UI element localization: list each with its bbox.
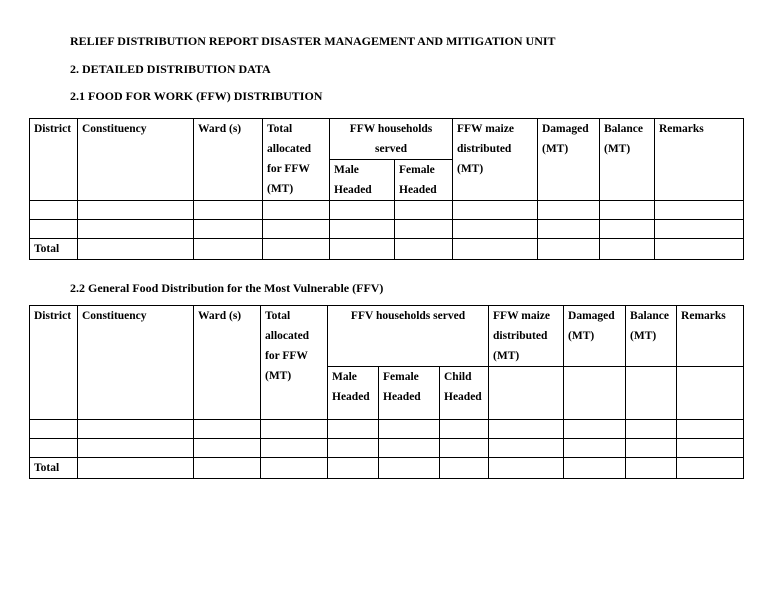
table-cell[interactable] — [655, 201, 744, 220]
table-cell[interactable] — [677, 420, 744, 439]
table-cell[interactable] — [263, 220, 330, 239]
header-child-headed: Child Headed — [440, 367, 489, 420]
header-constituency: Constituency — [78, 306, 194, 420]
table-row — [30, 220, 744, 239]
table-cell[interactable] — [30, 420, 78, 439]
total-row — [30, 458, 744, 479]
table-cell[interactable] — [263, 239, 330, 260]
header-male-headed: Male Headed — [330, 160, 395, 201]
table-cell[interactable] — [30, 201, 78, 220]
table-cell[interactable] — [194, 201, 263, 220]
header-damaged: Damaged (MT) — [564, 306, 626, 367]
table-cell[interactable] — [379, 420, 440, 439]
header-ward: Ward (s) — [194, 119, 263, 201]
table-cell[interactable] — [78, 201, 194, 220]
table-cell[interactable] — [263, 201, 330, 220]
table-row — [30, 439, 744, 458]
header-district: District — [30, 119, 78, 201]
header-female-headed: Female Headed — [395, 160, 453, 201]
table-cell[interactable] — [261, 420, 328, 439]
table-cell[interactable] — [440, 458, 489, 479]
table-row — [30, 420, 744, 439]
table-cell[interactable] — [538, 220, 600, 239]
table-cell[interactable] — [379, 439, 440, 458]
header-blank — [626, 367, 677, 420]
table-cell[interactable] — [379, 458, 440, 479]
header-ffv-households: FFV households served — [328, 306, 489, 367]
table-cell[interactable] — [330, 239, 395, 260]
table-cell[interactable] — [626, 439, 677, 458]
table-cell[interactable] — [564, 458, 626, 479]
header-remarks: Remarks — [677, 306, 744, 367]
table-cell[interactable] — [626, 420, 677, 439]
header-blank — [489, 367, 564, 420]
table-cell[interactable] — [564, 420, 626, 439]
table-cell[interactable] — [194, 458, 261, 479]
header-female-headed: Female Headed — [379, 367, 440, 420]
table-cell[interactable] — [30, 439, 78, 458]
table-cell[interactable] — [194, 420, 261, 439]
ffv-distribution-table — [29, 305, 744, 479]
header-damaged: Damaged (MT) — [538, 119, 600, 201]
table-cell[interactable] — [395, 239, 453, 260]
table-cell[interactable] — [489, 420, 564, 439]
ffw-distribution-table — [29, 118, 744, 260]
table-cell[interactable] — [78, 220, 194, 239]
header-remarks: Remarks — [655, 119, 744, 201]
table-row — [30, 201, 744, 220]
table-cell[interactable] — [453, 220, 538, 239]
table-cell[interactable] — [453, 239, 538, 260]
table-cell[interactable] — [330, 220, 395, 239]
table-cell[interactable] — [655, 239, 744, 260]
header-blank — [564, 367, 626, 420]
table-cell[interactable] — [453, 201, 538, 220]
table-cell[interactable] — [677, 439, 744, 458]
table-cell[interactable] — [78, 420, 194, 439]
total-label: Total — [30, 239, 78, 260]
table-cell[interactable] — [194, 239, 263, 260]
header-ffw-maize: FFW maize distributed (MT) — [453, 119, 538, 201]
table-cell[interactable] — [328, 458, 379, 479]
table-cell[interactable] — [328, 420, 379, 439]
table-cell[interactable] — [600, 201, 655, 220]
subsection-ffv-heading: 2.2 General Food Distribution for the Most Vulnerable (FFV) — [70, 281, 384, 295]
table-cell[interactable] — [261, 458, 328, 479]
table-cell[interactable] — [489, 439, 564, 458]
header-ffw-households: FFW households served — [330, 119, 453, 160]
table-cell[interactable] — [395, 201, 453, 220]
header-constituency: Constituency — [78, 119, 194, 201]
subsection-ffw-heading: 2.1 FOOD FOR WORK (FFW) DISTRIBUTION — [70, 89, 323, 103]
table-cell[interactable] — [677, 458, 744, 479]
table-cell[interactable] — [489, 458, 564, 479]
table-cell[interactable] — [440, 439, 489, 458]
total-row — [30, 239, 744, 260]
table-cell[interactable] — [395, 220, 453, 239]
table-cell[interactable] — [30, 220, 78, 239]
table-cell[interactable] — [538, 201, 600, 220]
table-cell[interactable] — [261, 439, 328, 458]
header-total-allocated: Total allocated for FFW (MT) — [263, 119, 330, 201]
table-cell[interactable] — [194, 439, 261, 458]
section-heading: 2. DETAILED DISTRIBUTION DATA — [70, 62, 271, 76]
header-male-headed: Male Headed — [328, 367, 379, 420]
table-cell[interactable] — [600, 220, 655, 239]
table-cell[interactable] — [538, 239, 600, 260]
table-cell[interactable] — [440, 420, 489, 439]
header-district: District — [30, 306, 78, 420]
table-cell[interactable] — [626, 458, 677, 479]
header-ward: Ward (s) — [194, 306, 261, 420]
table-cell[interactable] — [78, 458, 194, 479]
table-cell[interactable] — [328, 439, 379, 458]
table-cell[interactable] — [78, 439, 194, 458]
report-title: RELIEF DISTRIBUTION REPORT DISASTER MANAGEMENT AND MITIGATION UNIT — [70, 34, 556, 48]
header-ffw-maize: FFW maize distributed (MT) — [489, 306, 564, 367]
header-blank — [677, 367, 744, 420]
table-cell[interactable] — [194, 220, 263, 239]
header-balance: Balance (MT) — [600, 119, 655, 201]
header-total-allocated: Total allocated for FFW (MT) — [261, 306, 328, 420]
total-label: Total — [30, 458, 78, 479]
table-cell[interactable] — [330, 201, 395, 220]
header-balance: Balance (MT) — [626, 306, 677, 367]
table-cell[interactable] — [655, 220, 744, 239]
table-cell[interactable] — [564, 439, 626, 458]
table-cell[interactable] — [78, 239, 194, 260]
table-cell[interactable] — [600, 239, 655, 260]
